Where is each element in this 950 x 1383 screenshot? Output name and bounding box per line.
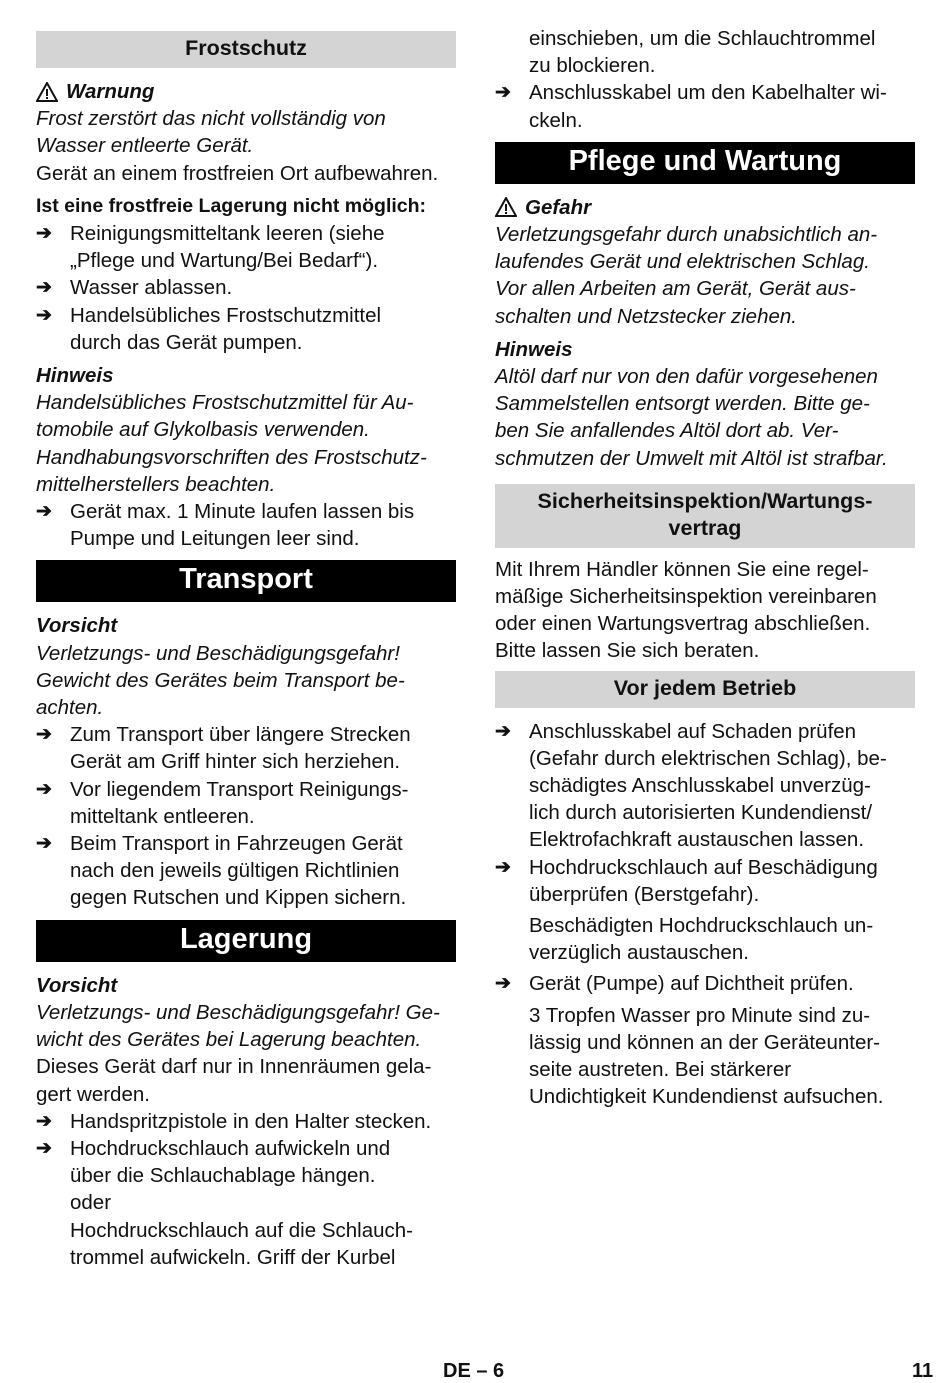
text-line: oder einen Wartungsvertrag abschließen. <box>495 612 871 636</box>
bullet-item: ➔ Handelsübliches Frostschutzmittel durch das Gerät pumpen. <box>36 302 456 356</box>
note-line: mittelherstellers beachten. <box>36 472 276 496</box>
footer-page-number: 11 <box>912 1360 934 1382</box>
warning-triangle-icon <box>495 197 517 217</box>
text-line: gert werden. <box>36 1082 150 1106</box>
bullet-item: ➔ Hochdruckschlauch aufwickeln und über die Schlauchablage hängen. <box>36 1135 456 1189</box>
warning-line: Wasser entleerte Gerät. <box>36 134 254 158</box>
indent-line: oder <box>70 1191 112 1215</box>
bullet-item: ➔ Zum Transport über längere Strecken Gerät am Griff hinter sich herziehen. <box>36 721 456 775</box>
text-line: Gerät an einem frostfreien Ort aufbewahren. <box>36 161 439 185</box>
arrow-icon: ➔ <box>36 724 52 746</box>
arrow-icon: ➔ <box>36 223 52 245</box>
bullet-item: ➔ Hochdruckschlauch auf Beschädigung überprüfen (Berstgefahr). <box>495 854 915 908</box>
note-line: Handelsübliches Frostschutzmittel für Au- <box>36 391 414 415</box>
danger-line: Verletzungsgefahr durch unabsichtlich an- <box>495 223 878 247</box>
bullet-item: ➔ Reinigungsmitteltank leeren (siehe „Pflege und Wartung/Bei Bedarf“). <box>36 220 456 274</box>
indent-line: seite austreten. Bei stärkerer <box>529 1058 792 1082</box>
text-line: mäßige Sicherheitsinspektion vereinbaren <box>495 585 877 609</box>
caution-label: Vorsicht <box>36 973 118 997</box>
bullet-item: ➔ Wasser ablassen. <box>36 274 456 301</box>
arrow-icon: ➔ <box>36 277 52 299</box>
arrow-icon: ➔ <box>495 856 511 878</box>
heading-betrieb: Vor jedem Betrieb <box>495 671 915 708</box>
footer-language-page: DE – 6 <box>443 1360 505 1382</box>
text-line: Dieses Gerät darf nur in Innenräumen gela- <box>36 1055 432 1079</box>
note-label: Hinweis <box>36 364 114 388</box>
right-column <box>495 0 915 1111</box>
arrow-icon: ➔ <box>36 1110 52 1132</box>
note-line: schmutzen der Umwelt mit Altöl ist strafbar. <box>495 446 888 470</box>
indent-line: Hochdruckschlauch auf die Schlauch- <box>70 1218 413 1242</box>
bullet-item: ➔ Gerät max. 1 Minute laufen lassen bis Pumpe und Leitungen leer sind. <box>36 498 456 552</box>
caution-line: achten. <box>36 696 104 720</box>
warning-label <box>36 78 456 105</box>
note-line: Altöl darf nur von den dafür vorgesehenen <box>495 365 878 389</box>
heading-frostschutz: Frostschutz <box>36 31 456 68</box>
arrow-icon: ➔ <box>495 720 511 742</box>
warning-text: Warnung <box>66 80 155 103</box>
caution-line: wicht des Gerätes bei Lagerung beachten. <box>36 1028 422 1052</box>
arrow-icon: ➔ <box>36 1137 52 1159</box>
danger-line: Vor allen Arbeiten am Gerät, Gerät aus- <box>495 277 856 301</box>
note-label: Hinweis <box>495 337 573 361</box>
heading-pflege: Pflege und Wartung <box>495 142 915 184</box>
caution-line: Verletzungs- und Beschädigungsgefahr! <box>36 641 400 665</box>
arrow-icon: ➔ <box>36 833 52 855</box>
danger-line: laufendes Gerät und elektrischen Schlag. <box>495 250 870 274</box>
text-line: Mit Ihrem Händler können Sie eine regel- <box>495 557 869 581</box>
heading-transport: Transport <box>36 560 456 602</box>
bullet-item: ➔ Anschlusskabel um den Kabelhalter wi- ckeln. <box>495 79 915 133</box>
arrow-icon: ➔ <box>36 778 52 800</box>
indent-line: Undichtigkeit Kundendienst aufsuchen. <box>529 1085 884 1109</box>
note-line: ben Sie anfallendes Altöl dort ab. Ver- <box>495 419 839 443</box>
text-line: Bitte lassen Sie sich beraten. <box>495 639 760 663</box>
arrow-icon: ➔ <box>36 501 52 523</box>
warning-triangle-icon <box>36 82 58 102</box>
arrow-icon: ➔ <box>495 973 511 995</box>
caution-line: Verletzungs- und Beschädigungsgefahr! Ge- <box>36 1000 440 1024</box>
bullet-item: ➔ Handspritzpistole in den Halter stecken. <box>36 1108 456 1135</box>
indent-line: trommel aufwickeln. Griff der Kurbel <box>70 1245 396 1269</box>
heading-sicherheit: Sicherheitsinspektion/Wartungs- vertrag <box>495 484 915 548</box>
danger-line: schalten und Netzstecker ziehen. <box>495 304 797 328</box>
bold-line: Ist eine frostfreie Lagerung nicht möglich: <box>36 194 427 217</box>
indent-line: Beschädigten Hochdruckschlauch un- <box>529 914 874 938</box>
note-line: Sammelstellen entsorgt werden. Bitte ge- <box>495 392 870 416</box>
arrow-icon: ➔ <box>36 304 52 326</box>
bullet-item: ➔ Anschlusskabel auf Schaden prüfen (Gefahr durch elektrischen Schlag), be- schädigtes Anschlusskabel unverzüg- lich durch autorisierten Kundendienst/ Elektrofachkraft austauschen lassen. <box>495 718 915 854</box>
danger-text: Gefahr <box>525 195 592 219</box>
danger-label <box>495 194 915 221</box>
warning-line: Frost zerstört das nicht vollständig von <box>36 107 386 131</box>
left-column <box>36 0 456 1271</box>
heading-lagerung: Lagerung <box>36 920 456 962</box>
caution-label: Vorsicht <box>36 614 118 638</box>
bullet-item: ➔ Beim Transport in Fahrzeugen Gerät nach den jeweils gültigen Richtlinien gegen Rutschen und Kippen sichern. <box>36 830 456 912</box>
indent-line: zu blockieren. <box>529 54 656 78</box>
indent-line: verzüglich austauschen. <box>529 941 749 965</box>
note-line: Handhabungsvorschriften des Frostschutz- <box>36 445 427 469</box>
indent-line: 3 Tropfen Wasser pro Minute sind zu- <box>529 1003 871 1027</box>
indent-line: lässig und können an der Geräteunter- <box>529 1030 881 1054</box>
bullet-item: ➔ Gerät (Pumpe) auf Dichtheit prüfen. <box>495 970 915 997</box>
caution-line: Gewicht des Gerätes beim Transport be- <box>36 668 405 692</box>
indent-line: einschieben, um die Schlauchtrommel <box>529 27 876 50</box>
note-line: tomobile auf Glykolbasis verwenden. <box>36 418 370 442</box>
arrow-icon: ➔ <box>495 82 511 104</box>
bullet-item: ➔ Vor liegendem Transport Reinigungs- mitteltank entleeren. <box>36 776 456 830</box>
